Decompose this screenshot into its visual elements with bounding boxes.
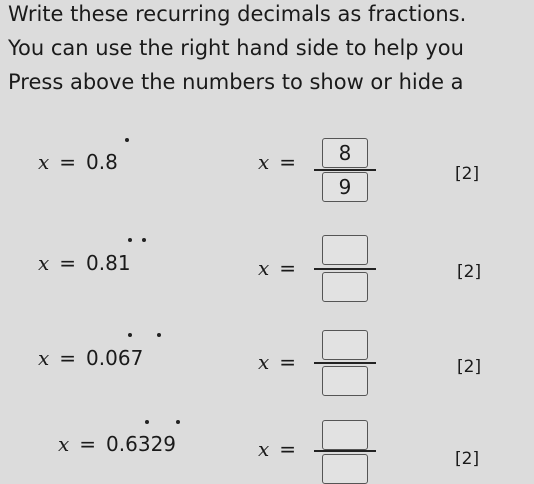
equals-sign: =: [279, 150, 297, 174]
question-4-rhs: [258, 437, 296, 461]
recurring-dot: [125, 138, 129, 142]
question-3-equation: [38, 346, 143, 370]
equals-sign: =: [59, 346, 77, 370]
numerator-input[interactable]: [322, 420, 368, 450]
numerator-input[interactable]: [322, 235, 368, 265]
numerator-input[interactable]: [322, 330, 368, 360]
variable-x: x: [258, 350, 270, 374]
variable-x: x: [258, 437, 270, 461]
variable-x: x: [58, 432, 70, 456]
recurring-decimal: 0.6329: [106, 432, 177, 456]
denominator-input[interactable]: 9: [322, 172, 368, 202]
instruction-line-3: Press above the numbers to show or hide a: [8, 70, 464, 94]
question-1-equation: [38, 150, 118, 174]
question-1-rhs: [258, 150, 296, 174]
equals-sign: =: [59, 251, 77, 275]
marks-label: [2]: [455, 449, 480, 469]
recurring-dot: [128, 238, 132, 242]
recurring-decimal: 0.8: [86, 150, 118, 174]
marks-label: [2]: [457, 262, 482, 282]
recurring-decimal: 0.81: [86, 251, 131, 275]
equals-sign: =: [279, 437, 297, 461]
denominator-input[interactable]: [322, 454, 368, 484]
equals-sign: =: [59, 150, 77, 174]
marks-label: [2]: [457, 357, 482, 377]
recurring-dot: [142, 238, 146, 242]
variable-x: x: [38, 251, 50, 275]
recurring-dot: [157, 333, 161, 337]
denominator-input[interactable]: [322, 272, 368, 302]
question-2-rhs: [258, 256, 296, 280]
question-2-equation: [38, 251, 131, 275]
equals-sign: =: [279, 350, 297, 374]
question-4-equation: [58, 432, 176, 456]
variable-x: x: [258, 150, 270, 174]
instruction-line-2: You can use the right hand side to help you: [8, 36, 464, 60]
question-3-rhs: [258, 350, 296, 374]
instruction-line-1: Write these recurring decimals as fractions.: [8, 2, 467, 26]
variable-x: x: [38, 346, 50, 370]
recurring-dot: [176, 420, 180, 424]
equals-sign: =: [79, 432, 97, 456]
fraction-bar: [314, 450, 376, 452]
numerator-input[interactable]: 8: [322, 138, 368, 168]
fraction-bar: [314, 169, 376, 171]
fraction-bar: [314, 362, 376, 364]
fraction-bar: [314, 268, 376, 270]
marks-label: [2]: [455, 164, 480, 184]
recurring-dot: [145, 420, 149, 424]
recurring-dot: [128, 333, 132, 337]
recurring-decimal: 0.067: [86, 346, 144, 370]
denominator-input[interactable]: [322, 366, 368, 396]
variable-x: x: [258, 256, 270, 280]
equals-sign: =: [279, 256, 297, 280]
variable-x: x: [38, 150, 50, 174]
